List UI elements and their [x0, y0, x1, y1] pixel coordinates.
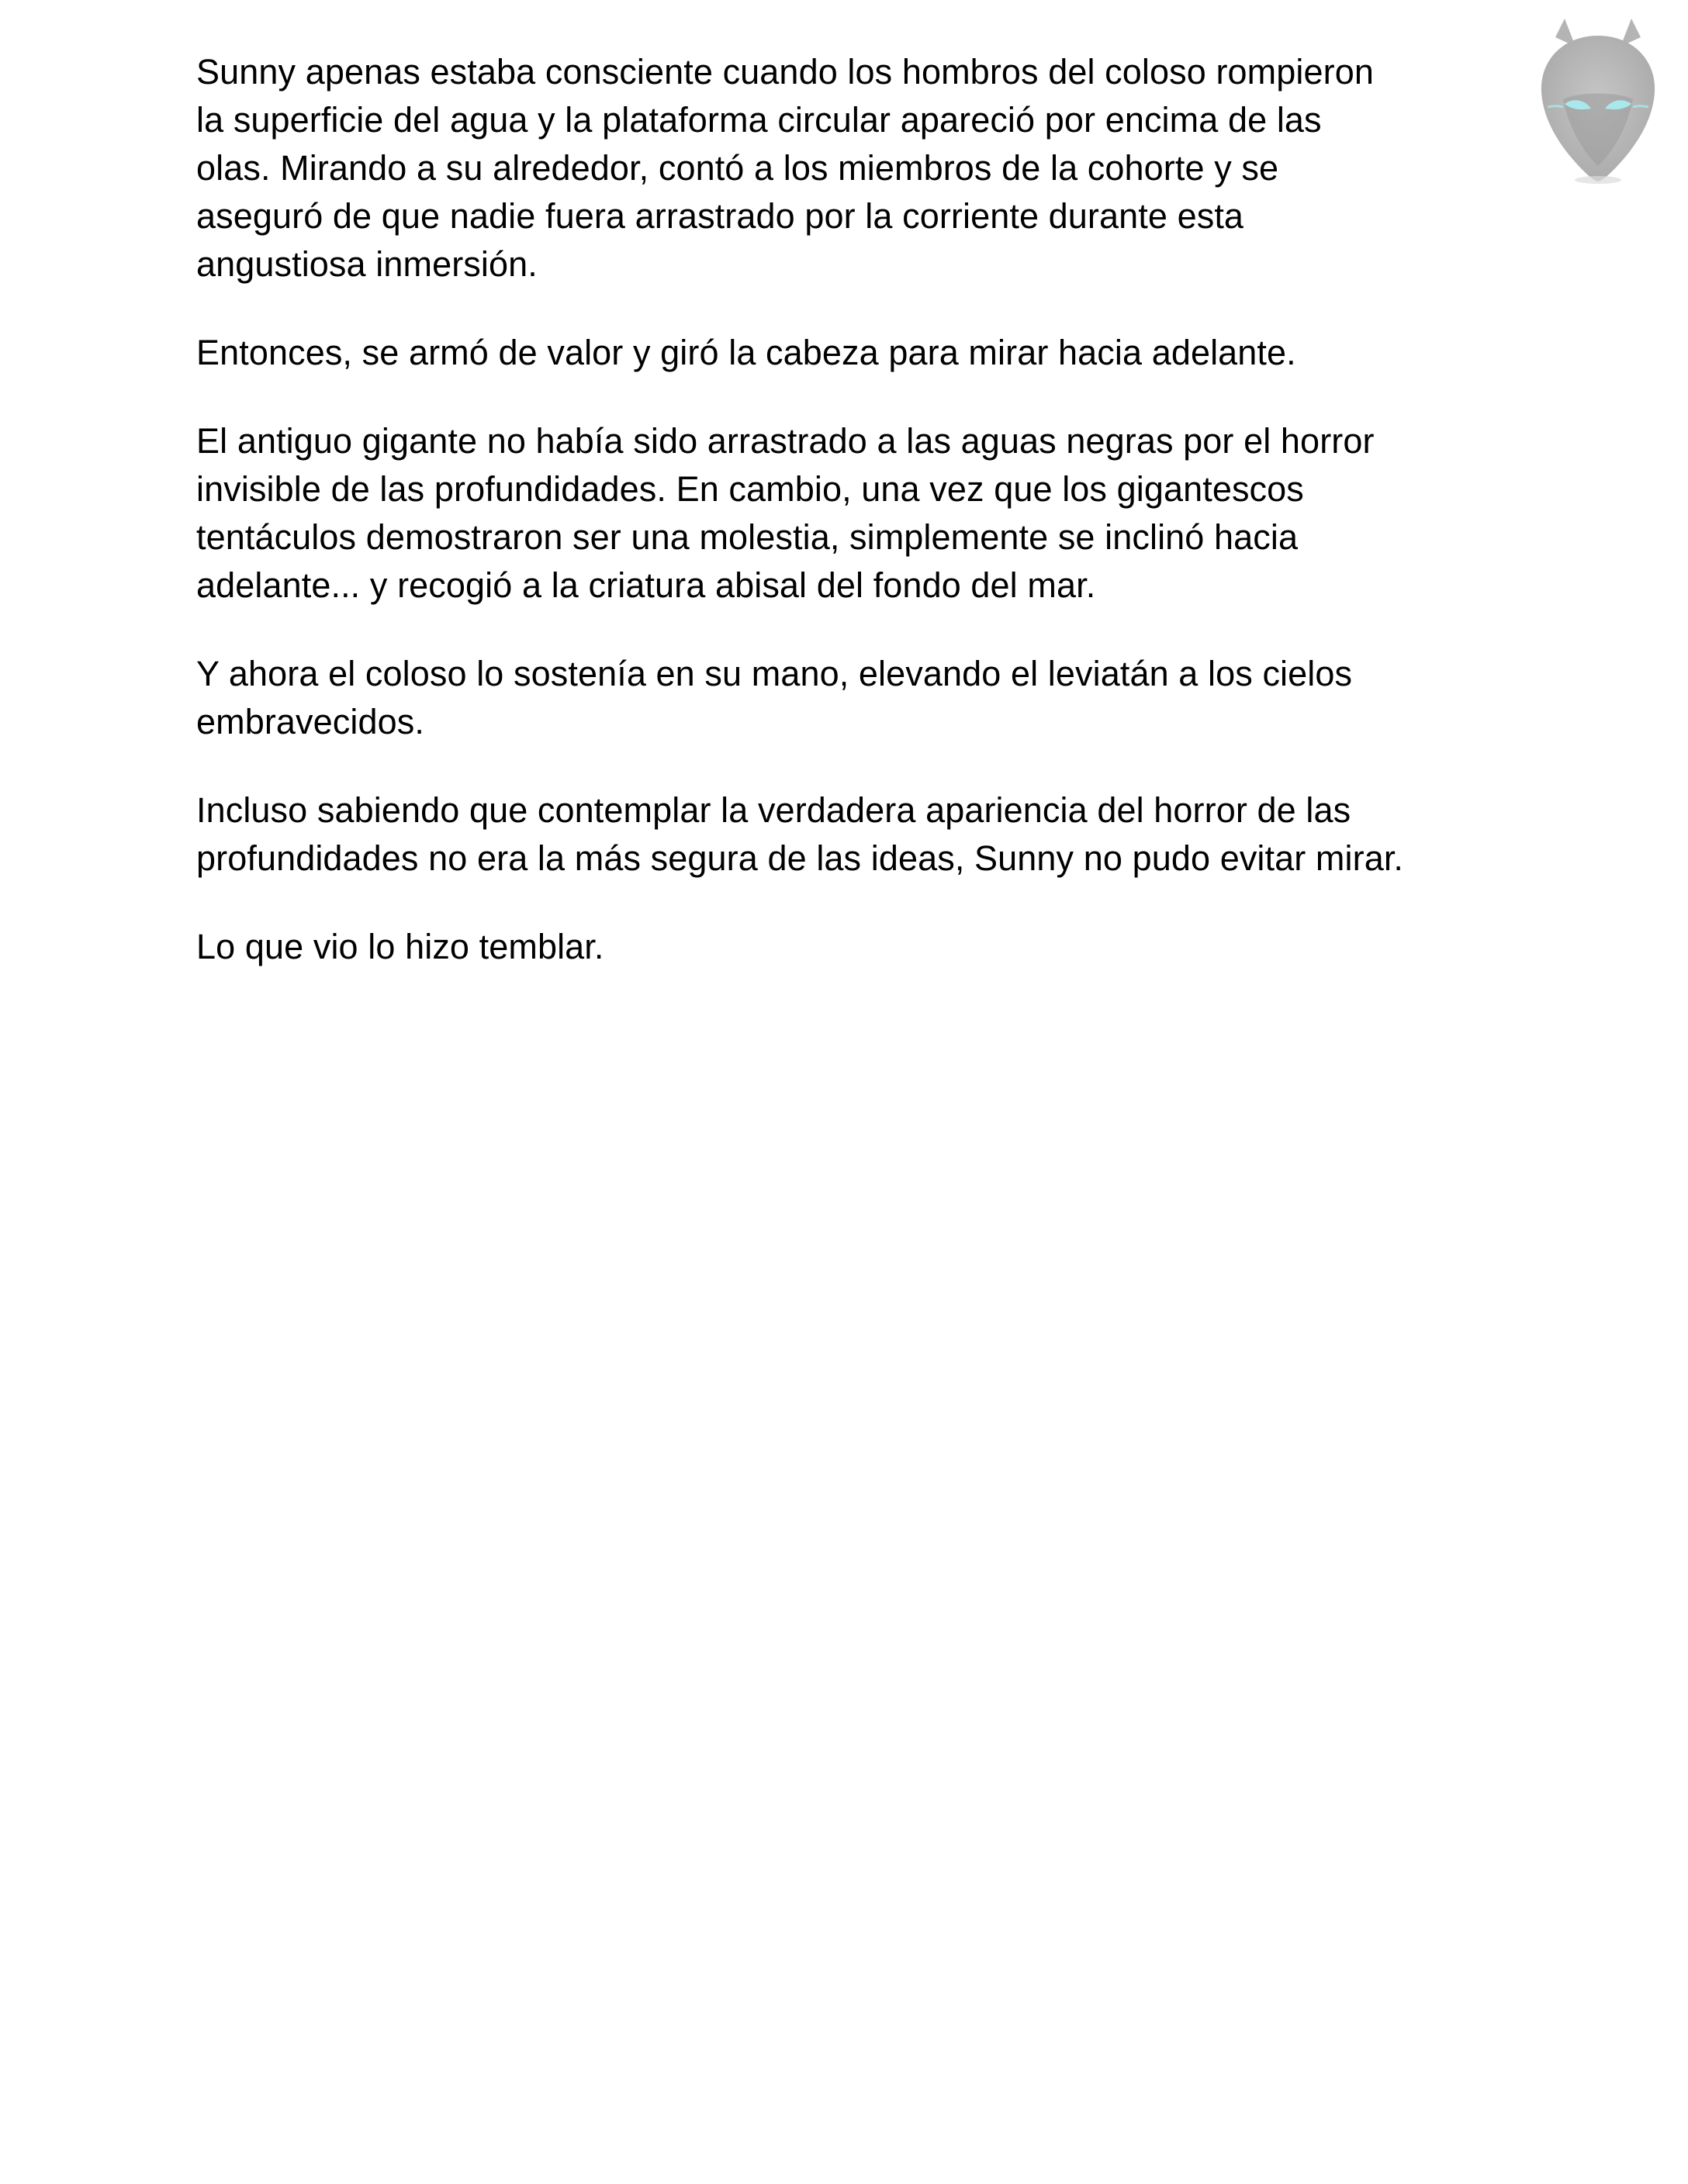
- paragraph-5: Incluso sabiendo que contemplar la verdadera apariencia del horror de las profundidades no era la más segura de las ideas, Sunny no pudo evitar mirar.: [196, 790, 1404, 878]
- paragraph-3: El antiguo gigante no había sido arrastrado a las aguas negras por el horror invisible de las profundidades. En cambio, una vez que los gigantescos tentáculos demostraron ser una molestia, simplemente se inclinó hacia adelante... y recogió a la criatura abisal del fondo del mar.: [196, 421, 1375, 605]
- paragraph-1: Sunny apenas estaba consciente cuando los hombros del coloso rompieron la superficie del agua y la plataforma circular apareció por encima de las olas. Mirando a su alrededor, contó a los miembros de la cohorte y se aseguró de que nadie fuera arrastrado por la corriente durante esta angustiosa inmersión.: [196, 52, 1374, 284]
- text-column: [196, 48, 1515, 1011]
- paragraph-2: Entonces, se armó de valor y giró la cabeza para mirar hacia adelante.: [196, 333, 1296, 372]
- demon-head-logo-icon: [1524, 14, 1672, 185]
- paragraph-4: Y ahora el coloso lo sostenía en su mano, elevando el leviatán a los cielos embravecidos.: [196, 654, 1353, 741]
- paragraph-6: Lo que vio lo hizo temblar.: [196, 927, 604, 966]
